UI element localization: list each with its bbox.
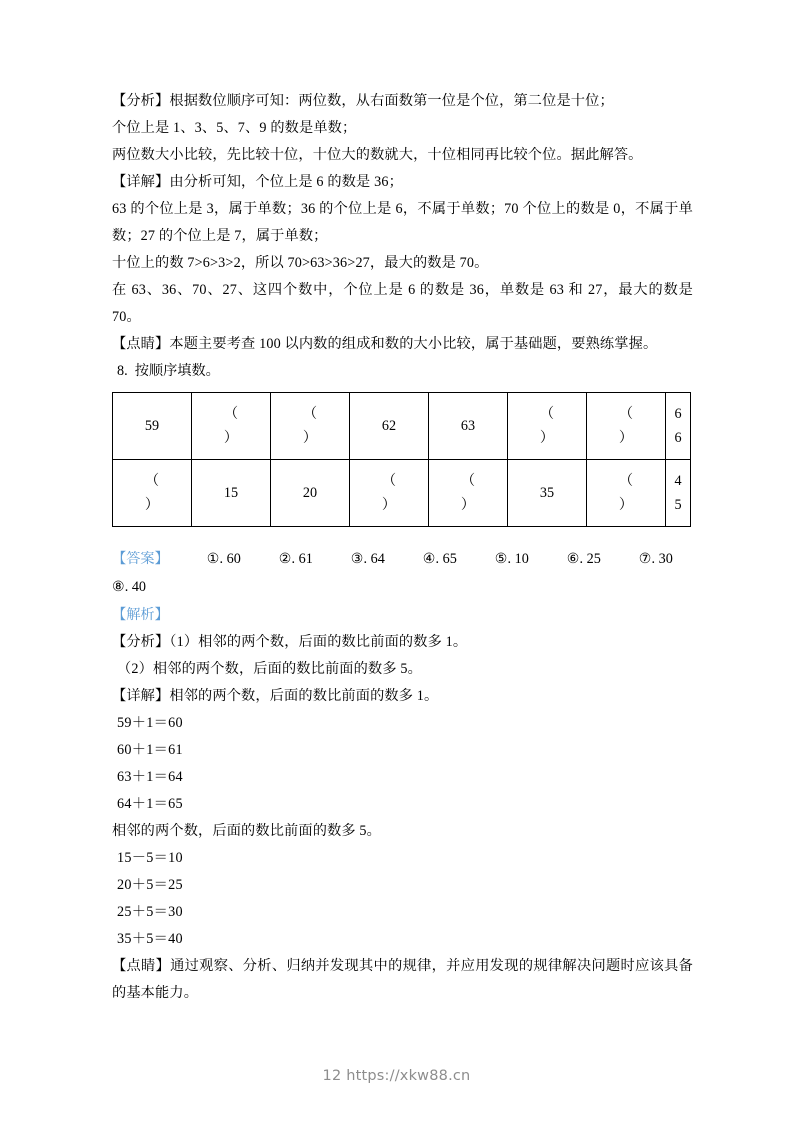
question-text: 按顺序填数。 [134, 363, 220, 379]
paragraph-label: 【分析】 [112, 634, 170, 650]
cell-value: 59 [144, 418, 160, 434]
table-cell [429, 393, 508, 460]
equation: 25＋5＝30 [117, 904, 183, 920]
table-cell [113, 393, 192, 460]
paren-close: ） [618, 497, 634, 513]
mid-note: 相邻的两个数，后面的数比前面的数多 5。 [112, 823, 382, 839]
paragraph [112, 142, 693, 169]
cell-value-bottom: 6 [674, 430, 682, 446]
paren-close: ） [302, 430, 318, 446]
equation: 59＋1＝60 [117, 715, 183, 731]
question-heading [112, 358, 693, 385]
answer-marker: ①. [206, 551, 224, 567]
paragraph-text: 在 63、36、70、27、这四个数中，个位上是 6 的数是 36，单数是 63 和 27，最大的数是 70。 [112, 282, 697, 325]
paragraph-text: 两位数大小比较，先比较十位，十位大的数就大，十位相同再比较个位。据此解答。 [112, 147, 643, 163]
table-cell [508, 460, 587, 527]
answer-value: 64 [370, 551, 385, 567]
page-footer: 12 https://xkw88.cn [322, 1068, 471, 1084]
paragraph-text: 根据数位顺序可知：两位数，从右面数第一位是个位，第二位是十位； [169, 93, 614, 109]
answer-item [423, 545, 495, 573]
table-cell-blank[interactable] [587, 393, 666, 460]
equation: 64＋1＝65 [117, 796, 183, 812]
closing-paragraph [112, 953, 693, 1007]
equation: 15－5＝10 [117, 850, 183, 866]
paren-open: （ [460, 473, 476, 489]
paren-close: ） [460, 497, 476, 513]
answer-line-continued [112, 573, 693, 601]
paren-open: （ [618, 473, 634, 489]
paragraph [112, 683, 693, 710]
paren-close: ） [223, 430, 239, 446]
table-cell-blank[interactable] [350, 460, 429, 527]
paragraph-text: 由分析可知，个位上是 6 的数是 36； [169, 174, 403, 190]
paren-open: （ [381, 473, 397, 489]
paragraph [112, 169, 693, 196]
table-cell [192, 460, 271, 527]
question-number: 8. [117, 363, 128, 379]
table-cell [271, 460, 350, 527]
paragraph-label: 【详解】 [112, 688, 170, 704]
paragraph [112, 196, 693, 250]
equation-group-two [112, 845, 693, 953]
answer-marker: ⑦. [638, 551, 656, 567]
explanation-label: 【解析】 [112, 607, 169, 623]
answer-line [112, 545, 693, 573]
equation: 63＋1＝64 [117, 769, 183, 785]
answer-item [639, 545, 711, 573]
answer-value: 65 [442, 551, 457, 567]
cell-value-top: 4 [674, 473, 682, 489]
cell-value-top: 6 [674, 406, 682, 422]
equation: 35＋5＝40 [117, 931, 183, 947]
table-row [113, 460, 691, 527]
answer-value: 60 [226, 551, 241, 567]
table-cell-blank[interactable] [508, 393, 587, 460]
paragraph [112, 250, 693, 277]
answer-item [207, 545, 279, 573]
table-row [113, 393, 691, 460]
answer-marker: ⑤. [494, 551, 512, 567]
table-cell [666, 460, 691, 527]
number-sequence-table [112, 392, 691, 527]
table-cell-blank[interactable] [192, 393, 271, 460]
cell-value: 35 [539, 485, 555, 501]
answer-value: 61 [298, 551, 313, 567]
paren-close: ） [144, 497, 160, 513]
paragraph-text: 通过观察、分析、归纳并发现其中的规律，并应用发现的规律解决问题时应该具备的基本能力。 [112, 958, 693, 1001]
cell-value: 20 [302, 485, 318, 501]
paragraph-text: 相邻的两个数，后面的数比前面的数多 1。 [169, 688, 439, 704]
answer-marker: ②. [278, 551, 296, 567]
paragraph [112, 277, 697, 331]
table-cell-blank[interactable] [429, 460, 508, 527]
answer-label: 【答案】 [112, 551, 169, 567]
paren-close: ） [381, 497, 397, 513]
answer-value: 30 [658, 551, 673, 567]
answer-item [495, 545, 567, 573]
paragraph-text: 十位上的数 7>6>3>2，所以 70>63>36>27，最大的数是 70。 [112, 255, 489, 271]
equation: 60＋1＝61 [117, 742, 183, 758]
answer-marker: ⑥. [566, 551, 584, 567]
cell-value: 15 [223, 485, 239, 501]
answer-value: 40 [131, 579, 147, 595]
paragraph [112, 115, 693, 142]
paragraph [112, 629, 693, 656]
paragraph-text: 本题主要考查 100 以内数的组成和数的大小比较，属于基础题，要熟练掌握。 [169, 336, 658, 352]
paragraph-text: 63 的个位上是 3，属于单数；36 的个位上是 6，不属于单数；70 个位上的数是 0，不属于单数；27 的个位上是 7，属于单数； [112, 201, 693, 244]
answer-marker: ④. [422, 551, 440, 567]
table-cell [666, 393, 691, 460]
paragraph-label: 【点睛】 [112, 958, 171, 974]
paren-close: ） [539, 430, 555, 446]
paren-open: （ [144, 473, 160, 489]
table-cell [350, 393, 429, 460]
analysis-block-top [112, 88, 697, 358]
analysis-block-bottom [112, 629, 693, 710]
answer-value: 10 [514, 551, 529, 567]
answer-item [351, 545, 423, 573]
paragraph-label: 【点睛】 [112, 336, 170, 352]
answer-value: 25 [586, 551, 601, 567]
table-cell-blank[interactable] [113, 460, 192, 527]
answer-item [279, 545, 351, 573]
paragraph-text: （1）相邻的两个数，后面的数比前面的数多 1。 [169, 634, 468, 650]
equation-group-one [112, 710, 693, 818]
paren-open: （ [618, 406, 634, 422]
answer-marker: ③. [350, 551, 368, 567]
paragraph [112, 656, 693, 683]
table-cell-blank[interactable] [271, 393, 350, 460]
paragraph-label: 【详解】 [112, 174, 170, 190]
answer-marker: ⑧. [112, 579, 129, 595]
cell-value: 63 [460, 418, 476, 434]
explanation-heading [112, 601, 693, 629]
table-cell-blank[interactable] [587, 460, 666, 527]
paragraph [112, 331, 693, 358]
paragraph-text: 个位上是 1、3、5、7、9 的数是单数； [112, 120, 357, 136]
paragraph [112, 88, 693, 115]
answer-item [567, 545, 639, 573]
paren-close: ） [618, 430, 634, 446]
paragraph-text: （2）相邻的两个数，后面的数比前面的数多 5。 [117, 661, 422, 677]
paragraph-label: 【分析】 [112, 93, 170, 109]
paren-open: （ [539, 406, 555, 422]
cell-value-bottom: 5 [674, 497, 682, 513]
equation: 20＋5＝25 [117, 877, 183, 893]
paren-open: （ [223, 406, 239, 422]
paren-open: （ [302, 406, 318, 422]
cell-value: 62 [381, 418, 397, 434]
